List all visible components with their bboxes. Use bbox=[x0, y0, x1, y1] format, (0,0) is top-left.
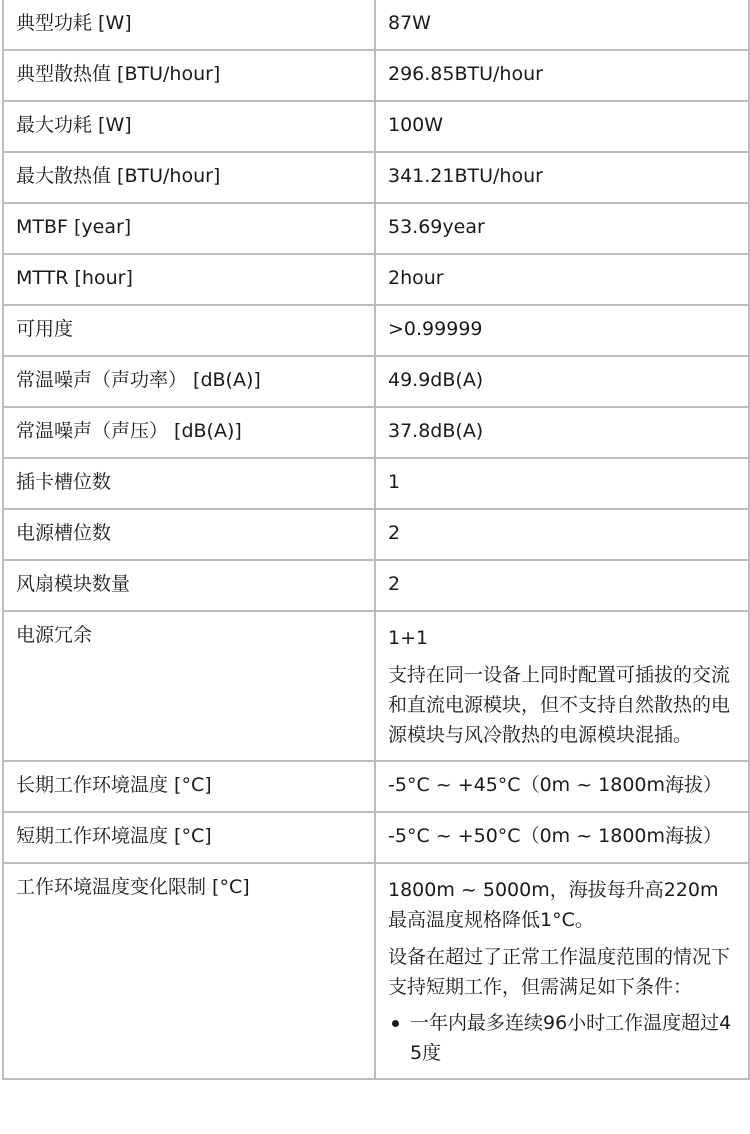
spec-value-text: 100W bbox=[388, 114, 444, 136]
spec-value bbox=[375, 101, 749, 152]
spec-value-text: 2 bbox=[388, 573, 401, 595]
spec-value-text: 49.9dB(A) bbox=[388, 369, 484, 391]
spec-key: 长期工作环境温度 [°C] bbox=[3, 761, 375, 812]
table-row bbox=[3, 152, 749, 203]
spec-value-text: -5°C ~ +50°C（0m ~ 1800m海拔） bbox=[388, 825, 723, 847]
condition-list bbox=[388, 1008, 734, 1068]
spec-key: 插卡槽位数 bbox=[3, 458, 375, 509]
table-row bbox=[3, 611, 749, 761]
table-row bbox=[3, 407, 749, 458]
spec-value bbox=[375, 812, 749, 863]
table-row bbox=[3, 203, 749, 254]
table-row bbox=[3, 458, 749, 509]
spec-table-body bbox=[3, 0, 749, 1079]
spec-value bbox=[375, 254, 749, 305]
spec-key: 电源槽位数 bbox=[3, 509, 375, 560]
table-row bbox=[3, 863, 749, 1079]
spec-value-text: 支持在同一设备上同时配置可插拔的交流和直流电源模块，但不支持自然散热的电源模块与风冷散热的电源模块混插。 bbox=[388, 664, 731, 746]
spec-value-text: 296.85BTU/hour bbox=[388, 63, 543, 85]
spec-key: MTBF [year] bbox=[3, 203, 375, 254]
table-row bbox=[3, 560, 749, 611]
spec-value-text: 设备在超过了正常工作温度范围的情况下支持短期工作，但需满足如下条件： bbox=[388, 946, 731, 998]
spec-key: 典型功耗 [W] bbox=[3, 0, 375, 50]
spec-value-text: -5°C ~ +45°C（0m ~ 1800m海拔） bbox=[388, 774, 723, 796]
spec-value bbox=[375, 50, 749, 101]
spec-value bbox=[375, 0, 749, 50]
spec-value bbox=[375, 560, 749, 611]
spec-value bbox=[375, 305, 749, 356]
spec-value-text: 87W bbox=[388, 12, 431, 34]
table-row bbox=[3, 812, 749, 863]
spec-key: 电源冗余 bbox=[3, 611, 375, 761]
spec-key: 最大功耗 [W] bbox=[3, 101, 375, 152]
spec-key: 常温噪声（声压） [dB(A)] bbox=[3, 407, 375, 458]
spec-key: 可用度 bbox=[3, 305, 375, 356]
spec-value-text: 37.8dB(A) bbox=[388, 420, 484, 442]
table-row bbox=[3, 254, 749, 305]
spec-value-text: 2 bbox=[388, 522, 401, 544]
spec-key: 常温噪声（声功率） [dB(A)] bbox=[3, 356, 375, 407]
spec-value bbox=[375, 458, 749, 509]
spec-key: 最大散热值 [BTU/hour] bbox=[3, 152, 375, 203]
spec-key: 典型散热值 [BTU/hour] bbox=[3, 50, 375, 101]
table-row bbox=[3, 356, 749, 407]
table-row bbox=[3, 509, 749, 560]
spec-value bbox=[375, 611, 749, 761]
spec-key: 工作环境温度变化限制 [°C] bbox=[3, 863, 375, 1079]
spec-value-text: 53.69year bbox=[388, 216, 485, 238]
table-row bbox=[3, 0, 749, 50]
spec-key: MTTR [hour] bbox=[3, 254, 375, 305]
spec-value bbox=[375, 761, 749, 812]
spec-value-text: >0.99999 bbox=[388, 318, 483, 340]
spec-value bbox=[375, 407, 749, 458]
spec-value bbox=[375, 203, 749, 254]
spec-value-text: 341.21BTU/hour bbox=[388, 165, 543, 187]
spec-key: 风扇模块数量 bbox=[3, 560, 375, 611]
list-item: 一年内最多连续96小时工作温度超过45度 bbox=[388, 1008, 734, 1068]
spec-value-text: 1 bbox=[388, 471, 401, 493]
table-row bbox=[3, 305, 749, 356]
spec-table bbox=[2, 0, 750, 1080]
spec-value bbox=[375, 863, 749, 1079]
table-row bbox=[3, 50, 749, 101]
spec-value-text: 1+1 bbox=[388, 627, 429, 649]
table-row bbox=[3, 761, 749, 812]
spec-key: 短期工作环境温度 [°C] bbox=[3, 812, 375, 863]
table-row bbox=[3, 101, 749, 152]
spec-value-text: 2hour bbox=[388, 267, 444, 289]
spec-value-text: 1800m ~ 5000m，海拔每升高220m最高温度规格降低1°C。 bbox=[388, 879, 719, 931]
spec-value bbox=[375, 356, 749, 407]
spec-value bbox=[375, 509, 749, 560]
spec-value bbox=[375, 152, 749, 203]
